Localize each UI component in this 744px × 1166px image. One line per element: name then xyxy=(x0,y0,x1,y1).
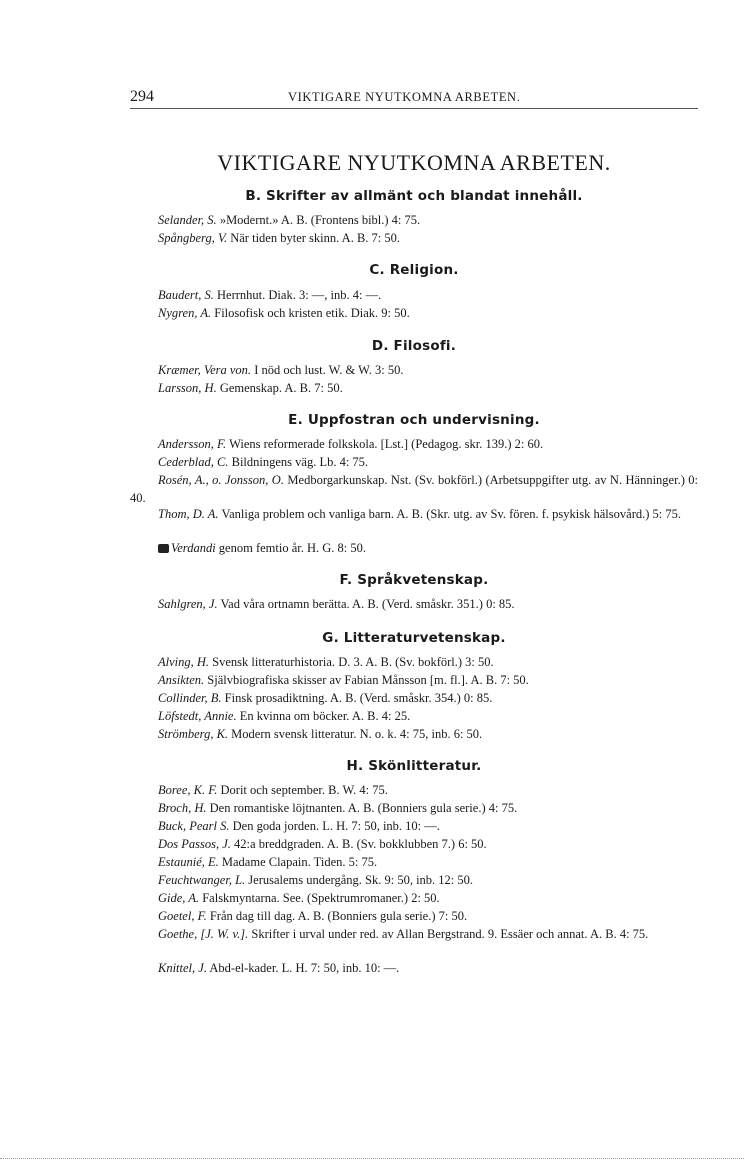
entry-text: I nöd och lust. W. & W. 3: 50. xyxy=(254,363,404,377)
entry xyxy=(130,454,698,472)
entry-text: Vad våra ortnamn berätta. A. B. (Verd. småskr. 351.) 0: 85. xyxy=(220,597,515,611)
entry xyxy=(130,596,698,614)
section-heading-f: F. Språkvetenskap. xyxy=(339,572,489,588)
entry-text: Medborgarkunskap. Nst. (Sv. bokförl.) (Arbetsuppgifter utg. av N. Hänninger.) 0: 40. xyxy=(130,473,699,505)
entry-text: Skrifter i urval under red. av Allan Bergstrand. 9. Essäer och annat. A. B. 4: 75. xyxy=(251,927,649,941)
entry-text: Vanliga problem och vanliga barn. A. B. (Skr. utg. av Sv. fören. f. psykisk hälsovård.) 5: 75. xyxy=(221,507,681,521)
entry xyxy=(130,506,698,524)
entry xyxy=(130,287,698,305)
entry-author: Kræmer, Vera von. xyxy=(158,363,252,377)
entry-author: Spångberg, V. xyxy=(158,231,228,245)
entry-author: Broch, H. xyxy=(158,801,207,815)
entry xyxy=(130,654,698,672)
entry-author: Dos Passos, J. xyxy=(158,837,231,851)
entry-text: Bildningens väg. Lb. 4: 75. xyxy=(231,455,369,469)
section-heading-e: E. Uppfostran och undervisning. xyxy=(288,412,540,428)
section-heading-c: C. Religion. xyxy=(369,262,459,278)
entry xyxy=(130,782,698,800)
entry-text: Svensk litteraturhistoria. D. 3. A. B. (Sv. bokförl.) 3: 50. xyxy=(212,655,494,669)
entry xyxy=(130,690,698,708)
entry-author: Alving, H. xyxy=(158,655,210,669)
entry xyxy=(130,726,698,744)
entry xyxy=(130,708,698,726)
entry-author: Löfstedt, Annie. xyxy=(158,709,237,723)
section-heading-g: G. Litteraturvetenskap. xyxy=(322,630,506,646)
entry-text: 42:a breddgraden. A. B. (Sv. bokklubben 7.) 6: 50. xyxy=(234,837,487,851)
entry-author: Gide, A. xyxy=(158,891,200,905)
entry xyxy=(130,872,698,890)
entry-text: Falskmyntarna. See. (Spektrumromaner.) 2: 50. xyxy=(202,891,440,905)
entry-author: Estaunié, E. xyxy=(158,855,219,869)
section-heading-b: B. Skrifter av allmänt och blandat innehåll. xyxy=(245,188,583,204)
entry-author: Feuchtwanger, L. xyxy=(158,873,246,887)
entry xyxy=(130,212,698,230)
entry-author: Goethe, [J. W. v.]. xyxy=(158,927,249,941)
entry-text: genom femtio år. H. G. 8: 50. xyxy=(218,541,366,555)
entry-text: Jerusalems undergång. Sk. 9: 50, inb. 12: 50. xyxy=(248,873,474,887)
entry-text: Den goda jorden. L. H. 7: 50, inb. 10: —. xyxy=(232,819,440,833)
entry-author: Strömberg, K. xyxy=(158,727,229,741)
section-heading-d: D. Filosofi. xyxy=(371,338,457,354)
entry-author: Thom, D. A. xyxy=(158,507,219,521)
entry-text: Dorit och september. B. W. 4: 75. xyxy=(220,783,388,797)
entry-text: Den romantiske löjtnanten. A. B. (Bonniers gula serie.) 4: 75. xyxy=(209,801,518,815)
entry-author: Ansikten. xyxy=(158,673,205,687)
entry-author: Knittel, J. xyxy=(158,961,207,975)
entry xyxy=(130,926,698,944)
entry-text: Madame Clapain. Tiden. 5: 75. xyxy=(221,855,378,869)
entry-author: Cederblad, C. xyxy=(158,455,229,469)
entry-author: Nygren, A. xyxy=(158,306,212,320)
entry xyxy=(130,908,698,926)
entry xyxy=(130,854,698,872)
entry-author: Larsson, H. xyxy=(158,381,217,395)
entry xyxy=(130,472,698,508)
entry-author: Baudert, S. xyxy=(158,288,214,302)
running-title: VIKTIGARE NYUTKOMNA ARBETEN. xyxy=(288,90,521,104)
entry xyxy=(130,230,698,248)
entry-text: Herrnhut. Diak. 3: —, inb. 4: —. xyxy=(217,288,382,302)
entry-author: Goetel, F. xyxy=(158,909,207,923)
entry-text: Abd-el-kader. L. H. 7: 50, inb. 10: —. xyxy=(209,961,400,975)
entry xyxy=(130,960,698,978)
header-rule xyxy=(130,108,698,109)
main-title: VIKTIGARE NYUTKOMNA ARBETEN. xyxy=(217,150,611,175)
entry-author: Andersson, F. xyxy=(158,437,227,451)
pointing-hand-icon xyxy=(158,544,169,553)
entry-text: Filosofisk och kristen etik. Diak. 9: 50. xyxy=(214,306,410,320)
entry xyxy=(130,890,698,908)
entry xyxy=(130,836,698,854)
running-head xyxy=(130,88,698,108)
entry xyxy=(130,540,698,558)
entry xyxy=(130,305,698,323)
entry-author: Collinder, B. xyxy=(158,691,222,705)
entry-text: Modern svensk litteratur. N. o. k. 4: 75, inb. 6: 50. xyxy=(231,727,483,741)
entry-author: Selander, S. xyxy=(158,213,217,227)
entry xyxy=(130,818,698,836)
entry-author: Rosén, A., o. Jonsson, O. xyxy=(158,473,284,487)
entry-text: Gemenskap. A. B. 7: 50. xyxy=(219,381,343,395)
entry xyxy=(130,800,698,818)
entry-text: Från dag till dag. A. B. (Bonniers gula serie.) 7: 50. xyxy=(209,909,468,923)
entry-text: En kvinna om böcker. A. B. 4: 25. xyxy=(239,709,411,723)
entry-author: Verdandi xyxy=(171,541,216,555)
entry xyxy=(130,380,698,398)
section-heading-h: H. Skönlitteratur. xyxy=(346,758,482,774)
entry xyxy=(130,362,698,380)
entry-text: Självbiografiska skisser av Fabian Månsson [m. fl.]. A. B. 7: 50. xyxy=(207,673,529,687)
entry-author: Sahlgren, J. xyxy=(158,597,218,611)
entry-text: Wiens reformerade folkskola. [Lst.] (Pedagog. skr. 139.) 2: 60. xyxy=(229,437,544,451)
entry-author: Buck, Pearl S. xyxy=(158,819,230,833)
entry-text: Finsk prosadiktning. A. B. (Verd. småskr. 354.) 0: 85. xyxy=(224,691,493,705)
entry-text: »Modernt.» A. B. (Frontens bibl.) 4: 75. xyxy=(219,213,421,227)
entry-author: Boree, K. F. xyxy=(158,783,218,797)
entry xyxy=(130,436,698,454)
page-number: 294 xyxy=(130,88,154,105)
page-edge-rule xyxy=(0,1158,744,1159)
entry-text: När tiden byter skinn. A. B. 7: 50. xyxy=(230,231,401,245)
entry xyxy=(130,672,698,690)
